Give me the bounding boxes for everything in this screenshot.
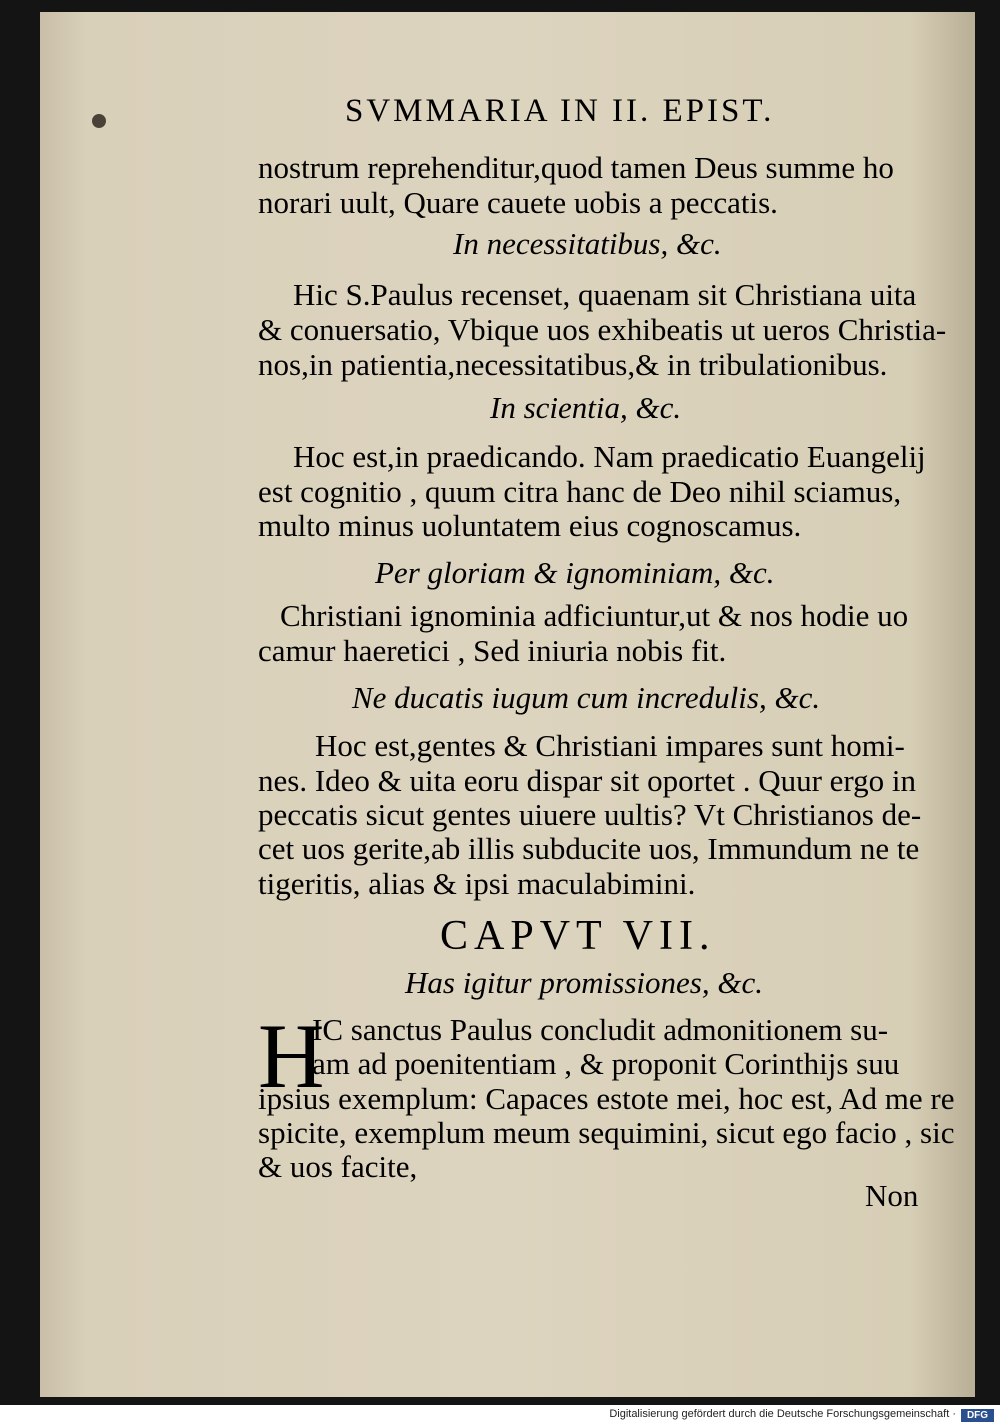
- text-line: nes. Ideo & uita eoru dispar sit oportet . Quur ergo in: [258, 763, 917, 798]
- text-line: Hic S.Paulus recenset, quaenam sit Christiana uita: [293, 277, 917, 312]
- page-spot: [92, 114, 106, 128]
- drop-initial: H: [258, 1005, 325, 1107]
- text-line: peccatis sicut gentes uiuere uultis? Vt Christianos de-: [258, 797, 922, 832]
- text-line: camur haeretici , Sed iniuria nobis fit.: [258, 633, 727, 668]
- text-line: & conuersatio, Vbique uos exhibeatis ut ueros Christia-: [258, 312, 947, 347]
- text-line: tigeritis, alias & ipsi maculabimini.: [258, 866, 696, 901]
- text-line: multo minus uoluntatem eius cognoscamus.: [258, 508, 802, 543]
- section-heading: Ne ducatis iugum cum incredulis, &c.: [352, 680, 821, 715]
- funding-note: Digitalisierung gefördert durch die Deutsche Forschungsgemeinschaft ·: [609, 1408, 956, 1420]
- text-line: & uos facite,: [258, 1149, 418, 1184]
- footer-bar: [0, 1405, 1000, 1426]
- section-heading: Has igitur promissiones, &c.: [405, 965, 763, 1000]
- catchword: Non: [865, 1178, 919, 1213]
- text-line: IC sanctus Paulus concludit admonitionem su-: [312, 1012, 889, 1047]
- chapter-heading: CAPVT VII.: [440, 913, 716, 959]
- text-line: nos,in patientia,necessitatibus,& in tribulationibus.: [258, 347, 888, 382]
- text-line: nostrum reprehenditur,quod tamen Deus summe ho: [258, 150, 894, 185]
- text-line: spicite, exemplum meum sequimini, sicut ego facio , sic: [258, 1115, 955, 1150]
- running-header: SVMMARIA IN II. EPIST.: [345, 93, 775, 129]
- dfg-logo: DFG: [961, 1409, 994, 1422]
- section-heading: In necessitatibus, &c.: [453, 226, 722, 261]
- text-line: am ad poenitentiam , & proponit Corinthijs suu: [312, 1046, 900, 1081]
- text-line: norari uult, Quare cauete uobis a peccatis.: [258, 185, 778, 220]
- text-line: Hoc est,gentes & Christiani impares sunt homi-: [315, 728, 905, 763]
- text-line: Hoc est,in praedicando. Nam praedicatio Euangelij: [293, 439, 926, 474]
- section-heading: Per gloriam & ignominiam, &c.: [375, 555, 775, 590]
- text-line: ipsius exemplum: Capaces estote mei, hoc est, Ad me re: [258, 1081, 955, 1116]
- section-heading: In scientia, &c.: [490, 390, 682, 425]
- text-line: Christiani ignominia adficiuntur,ut & nos hodie uo: [280, 598, 909, 633]
- text-line: est cognitio , quum citra hanc de Deo nihil sciamus,: [258, 474, 902, 509]
- text-line: cet uos gerite,ab illis subducite uos, Immundum ne te: [258, 831, 920, 866]
